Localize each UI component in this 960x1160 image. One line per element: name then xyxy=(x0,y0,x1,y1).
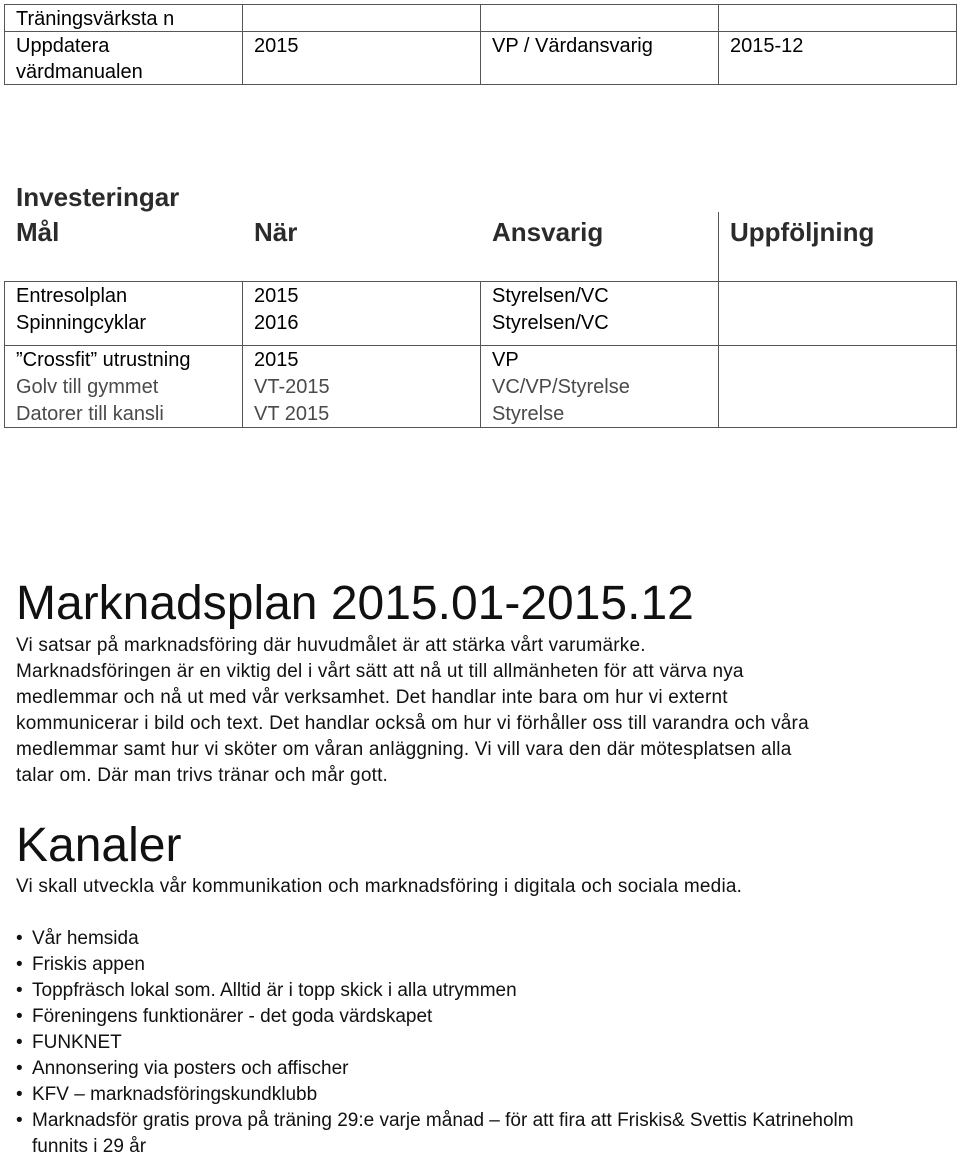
top-table-responsible: VP / Värdansvarig xyxy=(492,35,653,57)
list-item: • Toppfräsch lokal som. Alltid är i topp skick i alla utrymmen xyxy=(14,978,944,1004)
inv-row-responsible: Styrelse xyxy=(492,403,565,425)
kanaler-intro: Vi skall utveckla vår kommunikation och marknadsföring i digitala och sociala media. xyxy=(16,876,743,897)
marknadsplan-line: Marknadsföringen är en viktig del i vårt sätt att nå ut till allmänheten för att värva nya xyxy=(16,661,744,682)
top-table-title: Träningsvärksta n xyxy=(16,8,175,30)
inv-row-when: 2016 xyxy=(254,312,299,334)
top-table-year: 2015 xyxy=(254,35,299,57)
col-header-uppfoljning: Uppföljning xyxy=(730,217,875,247)
list-item: • Vår hemsida xyxy=(14,926,944,952)
inv-row-goal: Spinningcyklar xyxy=(16,312,147,334)
investeringar-title: Investeringar xyxy=(16,182,180,212)
inv-row-when: 2015 xyxy=(254,349,299,371)
marknadsplan-text xyxy=(16,633,946,789)
col-header-mal: Mål xyxy=(16,217,60,247)
col-header-ansvarig: Ansvarig xyxy=(492,217,604,247)
marknadsplan-line: talar om. Där man trivs tränar och mår gott. xyxy=(16,765,389,786)
list-item: • Friskis appen xyxy=(14,952,944,978)
list-item: • KFV – marknadsföringskundklubb xyxy=(14,1082,944,1108)
list-item: • FUNKNET xyxy=(14,1030,944,1056)
inv-row-goal: Datorer till kansli xyxy=(16,403,164,425)
list-item: • Föreningens funktionärer - det goda värdskapet xyxy=(14,1004,944,1030)
inv-row-when: VT 2015 xyxy=(254,403,330,425)
col-header-nar: När xyxy=(254,217,298,247)
kanaler-list xyxy=(14,926,944,1160)
top-table-followup: 2015-12 xyxy=(730,35,804,57)
inv-row-goal: Golv till gymmet xyxy=(16,376,159,398)
marknadsplan-line: kommunicerar i bild och text. Det handlar också om hur vi förhåller oss till varandra och våra xyxy=(16,713,809,734)
inv-row-when: 2015 xyxy=(254,285,299,307)
inv-row-goal: ”Crossfit” utrustning xyxy=(16,349,191,371)
list-item: • Marknadsför gratis prova på träning 29:e varje månad – för att fira att Friskis& Svettis Katrineholm funnits i 29 år xyxy=(14,1108,912,1160)
inv-row-goal: Entresolplan xyxy=(16,285,128,307)
marknadsplan-title: Marknadsplan 2015.01-2015.12 xyxy=(16,577,694,630)
top-table-task: Uppdatera värdmanualen xyxy=(16,35,143,83)
list-item: • Annonsering via posters och affischer xyxy=(14,1056,944,1082)
inv-row-when: VT-2015 xyxy=(254,376,330,398)
marknadsplan-line: medlemmar samt hur vi sköter om våran anläggning. Vi vill vara den där mötesplatsen alla xyxy=(16,739,792,760)
inv-row-responsible: VP xyxy=(492,349,519,371)
inv-row-responsible: VC/VP/Styrelse xyxy=(492,376,630,398)
inv-row-responsible: Styrelsen/VC xyxy=(492,312,609,334)
kanaler-title: Kanaler xyxy=(16,819,182,872)
marknadsplan-line: medlemmar och nå ut med vår verksamhet. Det handlar inte bara om hur vi externt xyxy=(16,687,728,708)
marknadsplan-line: Vi satsar på marknadsföring där huvudmålet är att stärka vårt varumärke. xyxy=(16,635,646,656)
inv-row-responsible: Styrelsen/VC xyxy=(492,285,609,307)
